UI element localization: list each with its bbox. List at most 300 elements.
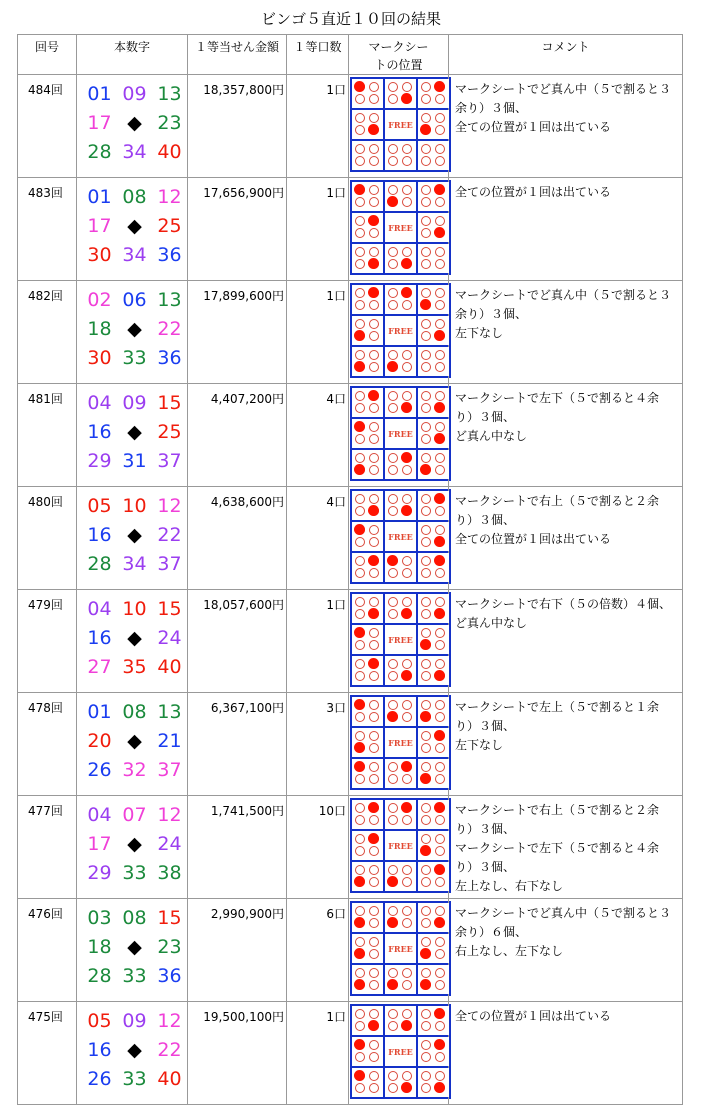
bingo-number: 15	[157, 597, 182, 620]
round-number: 475回	[18, 1002, 77, 1105]
ring-icon	[369, 980, 379, 990]
ring-icon	[355, 609, 365, 619]
ring-icon	[369, 331, 379, 341]
ring-icon	[421, 628, 431, 638]
ring-icon	[369, 156, 379, 166]
ring-icon	[421, 1052, 431, 1062]
ring-icon	[402, 1009, 412, 1019]
bingo-number: 08	[122, 700, 147, 723]
bingo-square	[352, 388, 383, 417]
ring-icon	[369, 247, 379, 257]
bingo-number: 13	[157, 82, 182, 105]
marked-dot-icon	[434, 1082, 445, 1093]
bingo-square	[385, 522, 416, 551]
free-label: FREE	[388, 840, 413, 851]
bingo-number: 01	[87, 82, 112, 105]
ring-icon	[435, 259, 445, 269]
number-line	[82, 1035, 187, 1064]
bingo-square	[418, 831, 449, 860]
ring-icon	[369, 968, 379, 978]
marksheet-position	[349, 75, 449, 178]
ring-icon	[421, 362, 431, 372]
bingo-number: 34	[122, 243, 147, 266]
bingo-square	[352, 1006, 383, 1035]
ring-icon	[421, 259, 431, 269]
bingo-square	[352, 522, 383, 551]
ring-icon	[388, 403, 398, 413]
marked-dot-icon	[354, 948, 365, 959]
ring-icon	[435, 846, 445, 856]
ring-icon	[369, 113, 379, 123]
bingo-square	[418, 759, 449, 788]
bingo-number: 31	[122, 449, 147, 472]
bingo-square	[352, 213, 383, 242]
ring-icon	[355, 300, 365, 310]
ring-icon	[421, 422, 431, 432]
ring-icon	[388, 700, 398, 710]
result-row	[18, 693, 683, 796]
ring-icon	[421, 506, 431, 516]
round-number: 479回	[18, 590, 77, 693]
winning-numbers	[77, 384, 188, 487]
ring-icon	[435, 216, 445, 226]
ring-icon	[388, 609, 398, 619]
ring-icon	[421, 453, 431, 463]
ring-icon	[369, 319, 379, 329]
round-number: 478回	[18, 693, 77, 796]
ring-icon	[435, 94, 445, 104]
ring-icon	[435, 453, 445, 463]
comment-line: 余り）３個、	[455, 307, 528, 321]
number-line	[82, 182, 187, 211]
marksheet-grid	[350, 695, 451, 790]
bingo-square	[418, 965, 449, 994]
marked-dot-icon	[354, 464, 365, 475]
bingo-number: 37	[157, 449, 182, 472]
bingo-square	[385, 347, 416, 376]
ring-icon	[421, 1071, 431, 1081]
bingo-square	[385, 213, 416, 242]
bingo-square	[352, 1037, 383, 1066]
ring-icon	[402, 968, 412, 978]
bingo-number: 40	[157, 140, 182, 163]
bingo-square	[352, 862, 383, 891]
number-line	[82, 79, 187, 108]
number-line	[82, 520, 187, 549]
first-prize-winners: 1口	[287, 1002, 349, 1105]
comment-line: 右上なし、左下なし	[455, 944, 564, 958]
bingo-number: 32	[122, 758, 147, 781]
number-line	[82, 446, 187, 475]
result-row	[18, 281, 683, 384]
bingo-square	[385, 491, 416, 520]
ring-icon	[435, 659, 445, 669]
marked-dot-icon	[434, 493, 445, 504]
bingo-square	[352, 182, 383, 211]
ring-icon	[355, 640, 365, 650]
ring-icon	[388, 762, 398, 772]
ring-icon	[369, 362, 379, 372]
free-diamond-icon: ◆	[127, 317, 142, 340]
ring-icon	[388, 465, 398, 475]
ring-icon	[355, 906, 365, 916]
bingo-square	[352, 594, 383, 623]
ring-icon	[369, 494, 379, 504]
ring-icon	[388, 350, 398, 360]
number-line	[82, 755, 187, 784]
bingo-square	[418, 141, 449, 170]
bingo-square	[385, 903, 416, 932]
marksheet-position	[349, 796, 449, 899]
bingo-number: 17	[87, 832, 112, 855]
ring-icon	[355, 968, 365, 978]
number-line	[82, 1064, 187, 1093]
first-prize-amount: 18,057,600円	[188, 590, 287, 693]
ring-icon	[421, 403, 431, 413]
bingo-number: 16	[87, 626, 112, 649]
header-winners: １等口数	[287, 35, 349, 75]
bingo-number: 26	[87, 758, 112, 781]
ring-icon	[355, 216, 365, 226]
marksheet-grid	[350, 77, 451, 172]
bingo-number: 35	[122, 655, 147, 678]
bingo-square	[418, 934, 449, 963]
first-prize-winners: 3口	[287, 693, 349, 796]
free-label: FREE	[388, 531, 413, 542]
ring-icon	[421, 82, 431, 92]
free-label: FREE	[388, 943, 413, 954]
ring-icon	[355, 434, 365, 444]
ring-icon	[388, 94, 398, 104]
ring-icon	[435, 949, 445, 959]
marked-dot-icon	[368, 390, 379, 401]
ring-icon	[435, 525, 445, 535]
bingo-number: 29	[87, 861, 112, 884]
bingo-number: 40	[157, 655, 182, 678]
ring-icon	[355, 937, 365, 947]
bingo-number: 12	[157, 803, 182, 826]
winning-numbers	[77, 796, 188, 899]
marked-dot-icon	[387, 361, 398, 372]
comment-line: マークシートで左下（５で割ると４余	[455, 841, 660, 855]
number-line	[82, 137, 187, 166]
ring-icon	[388, 1009, 398, 1019]
ring-icon	[435, 743, 445, 753]
marked-dot-icon	[368, 287, 379, 298]
round-number: 482回	[18, 281, 77, 384]
marked-dot-icon	[434, 81, 445, 92]
ring-icon	[421, 1009, 431, 1019]
bingo-number: 33	[122, 1067, 147, 1090]
ring-icon	[369, 774, 379, 784]
ring-icon	[355, 597, 365, 607]
ring-icon	[388, 968, 398, 978]
bingo-square	[385, 656, 416, 685]
result-row	[18, 75, 683, 178]
winning-numbers	[77, 590, 188, 693]
number-line	[82, 211, 187, 240]
ring-icon	[421, 288, 431, 298]
marked-dot-icon	[387, 196, 398, 207]
ring-icon	[388, 494, 398, 504]
marked-dot-icon	[401, 402, 412, 413]
free-diamond-icon: ◆	[127, 626, 142, 649]
ring-icon	[388, 1021, 398, 1031]
comment-line: マークシートで左上（５で割ると１余	[455, 700, 660, 714]
ring-icon	[421, 247, 431, 257]
bingo-square	[352, 697, 383, 726]
ring-icon	[355, 1083, 365, 1093]
marked-dot-icon	[434, 864, 445, 875]
free-diamond-icon: ◆	[127, 214, 142, 237]
ring-icon	[402, 300, 412, 310]
first-prize-amount: 17,656,900円	[188, 178, 287, 281]
ring-icon	[435, 144, 445, 154]
bingo-number: 37	[157, 552, 182, 575]
first-prize-winners: 1口	[287, 590, 349, 693]
bingo-square	[385, 934, 416, 963]
bingo-number: 09	[122, 1009, 147, 1032]
ring-icon	[421, 937, 431, 947]
number-line	[82, 491, 187, 520]
marked-dot-icon	[401, 258, 412, 269]
marked-dot-icon	[401, 802, 412, 813]
marked-dot-icon	[401, 1020, 412, 1031]
marked-dot-icon	[354, 979, 365, 990]
bingo-number: 22	[157, 523, 182, 546]
bingo-number: 01	[87, 185, 112, 208]
ring-icon	[402, 906, 412, 916]
marksheet-position	[349, 693, 449, 796]
comment-line: ど真ん中なし	[455, 616, 528, 630]
free-label: FREE	[388, 428, 413, 439]
bingo-square	[385, 728, 416, 757]
ring-icon	[402, 815, 412, 825]
free-diamond-icon: ◆	[127, 420, 142, 443]
marked-dot-icon	[434, 184, 445, 195]
ring-icon	[355, 494, 365, 504]
first-prize-winners: 4口	[287, 487, 349, 590]
bingo-square	[418, 1006, 449, 1035]
ring-icon	[435, 1021, 445, 1031]
bingo-number: 17	[87, 214, 112, 237]
bingo-square	[385, 800, 416, 829]
bingo-number: 36	[157, 964, 182, 987]
comment	[449, 178, 683, 281]
ring-icon	[421, 331, 431, 341]
marked-dot-icon	[434, 536, 445, 547]
bingo-square	[418, 244, 449, 273]
ring-icon	[388, 259, 398, 269]
bingo-square	[418, 553, 449, 582]
ring-icon	[369, 937, 379, 947]
ring-icon	[402, 144, 412, 154]
ring-icon	[355, 659, 365, 669]
comment-line: 余り）６個、	[455, 925, 528, 939]
free-diamond-icon: ◆	[127, 729, 142, 752]
marked-dot-icon	[401, 670, 412, 681]
bingo-number: 33	[122, 346, 147, 369]
ring-icon	[421, 391, 431, 401]
bingo-number: 20	[87, 729, 112, 752]
bingo-number: 28	[87, 552, 112, 575]
marksheet-grid	[350, 489, 451, 584]
comment-line: り）３個、	[455, 719, 516, 733]
ring-icon	[355, 774, 365, 784]
ring-icon	[402, 597, 412, 607]
ring-icon	[355, 671, 365, 681]
bingo-square	[352, 934, 383, 963]
comment-line: 全ての位置が１回は出ている	[455, 1009, 612, 1023]
marked-dot-icon	[420, 979, 431, 990]
bingo-square	[385, 419, 416, 448]
number-line	[82, 285, 187, 314]
marksheet-position	[349, 281, 449, 384]
ring-icon	[369, 568, 379, 578]
ring-icon	[435, 712, 445, 722]
result-row	[18, 1002, 683, 1105]
marked-dot-icon	[354, 1039, 365, 1050]
bingo-square	[385, 450, 416, 479]
marksheet-grid	[350, 592, 451, 687]
ring-icon	[369, 700, 379, 710]
bingo-number: 02	[87, 288, 112, 311]
ring-icon	[369, 537, 379, 547]
ring-icon	[435, 319, 445, 329]
ring-icon	[388, 568, 398, 578]
ring-icon	[369, 865, 379, 875]
bingo-number: 17	[87, 111, 112, 134]
marked-dot-icon	[387, 917, 398, 928]
ring-icon	[369, 743, 379, 753]
ring-icon	[421, 350, 431, 360]
marked-dot-icon	[354, 876, 365, 887]
free-label: FREE	[388, 1046, 413, 1057]
ring-icon	[355, 228, 365, 238]
ring-icon	[435, 906, 445, 916]
bingo-number: 12	[157, 185, 182, 208]
ring-icon	[421, 906, 431, 916]
bingo-number: 30	[87, 243, 112, 266]
bingo-number: 15	[157, 906, 182, 929]
ring-icon	[402, 465, 412, 475]
ring-icon	[355, 453, 365, 463]
round-number: 484回	[18, 75, 77, 178]
free-label: FREE	[388, 737, 413, 748]
bingo-number: 30	[87, 346, 112, 369]
ring-icon	[369, 597, 379, 607]
bingo-square	[418, 110, 449, 139]
comment-line: マークシートで右下（５の倍数）４個、	[455, 597, 672, 611]
header-numbers: 本数字	[77, 35, 188, 75]
bingo-square	[352, 316, 383, 345]
ring-icon	[435, 937, 445, 947]
bingo-number: 24	[157, 832, 182, 855]
comment	[449, 281, 683, 384]
bingo-square	[352, 553, 383, 582]
ring-icon	[388, 156, 398, 166]
marked-dot-icon	[434, 608, 445, 619]
ring-icon	[435, 968, 445, 978]
ring-icon	[402, 350, 412, 360]
header-row	[18, 35, 683, 75]
bingo-square	[385, 553, 416, 582]
ring-icon	[355, 288, 365, 298]
bingo-number: 12	[157, 1009, 182, 1032]
bingo-number: 29	[87, 449, 112, 472]
number-line	[82, 314, 187, 343]
header-marksheet	[349, 35, 449, 75]
ring-icon	[369, 1071, 379, 1081]
ring-icon	[435, 465, 445, 475]
bingo-square	[385, 79, 416, 108]
comment-line: マークシートで右上（５で割ると２余	[455, 803, 660, 817]
number-line	[82, 800, 187, 829]
ring-icon	[369, 628, 379, 638]
marksheet-grid	[350, 1004, 451, 1099]
ring-icon	[435, 300, 445, 310]
ring-icon	[355, 865, 365, 875]
ring-icon	[369, 300, 379, 310]
free-label: FREE	[388, 325, 413, 336]
comment-line: 全ての位置が１回は出ている	[455, 120, 612, 134]
marked-dot-icon	[368, 505, 379, 516]
comment-line: 余り）３個、	[455, 101, 528, 115]
number-line	[82, 652, 187, 681]
ring-icon	[388, 815, 398, 825]
marked-dot-icon	[434, 330, 445, 341]
marked-dot-icon	[354, 184, 365, 195]
ring-icon	[369, 228, 379, 238]
ring-icon	[421, 216, 431, 226]
number-line	[82, 726, 187, 755]
ring-icon	[355, 144, 365, 154]
ring-icon	[421, 968, 431, 978]
bingo-square	[352, 141, 383, 170]
number-line	[82, 961, 187, 990]
ring-icon	[421, 743, 431, 753]
ring-icon	[369, 403, 379, 413]
winning-numbers	[77, 487, 188, 590]
ring-icon	[435, 700, 445, 710]
marked-dot-icon	[401, 505, 412, 516]
result-row	[18, 796, 683, 899]
bingo-square	[352, 110, 383, 139]
ring-icon	[421, 815, 431, 825]
marksheet-grid	[350, 798, 451, 893]
ring-icon	[355, 1052, 365, 1062]
marksheet-position	[349, 178, 449, 281]
ring-icon	[369, 453, 379, 463]
ring-icon	[388, 453, 398, 463]
comment-line: マークシートでど真ん中（５で割ると３	[455, 906, 672, 920]
marked-dot-icon	[401, 1082, 412, 1093]
round-number: 477回	[18, 796, 77, 899]
marked-dot-icon	[387, 979, 398, 990]
bingo-square	[418, 1068, 449, 1097]
ring-icon	[369, 846, 379, 856]
first-prize-winners: 1口	[287, 178, 349, 281]
bingo-square	[385, 141, 416, 170]
ring-icon	[435, 422, 445, 432]
bingo-square	[385, 110, 416, 139]
bingo-number: 10	[122, 597, 147, 620]
bingo-number: 25	[157, 420, 182, 443]
marked-dot-icon	[354, 761, 365, 772]
bingo-square	[418, 522, 449, 551]
bingo-number: 33	[122, 964, 147, 987]
marksheet-position	[349, 384, 449, 487]
